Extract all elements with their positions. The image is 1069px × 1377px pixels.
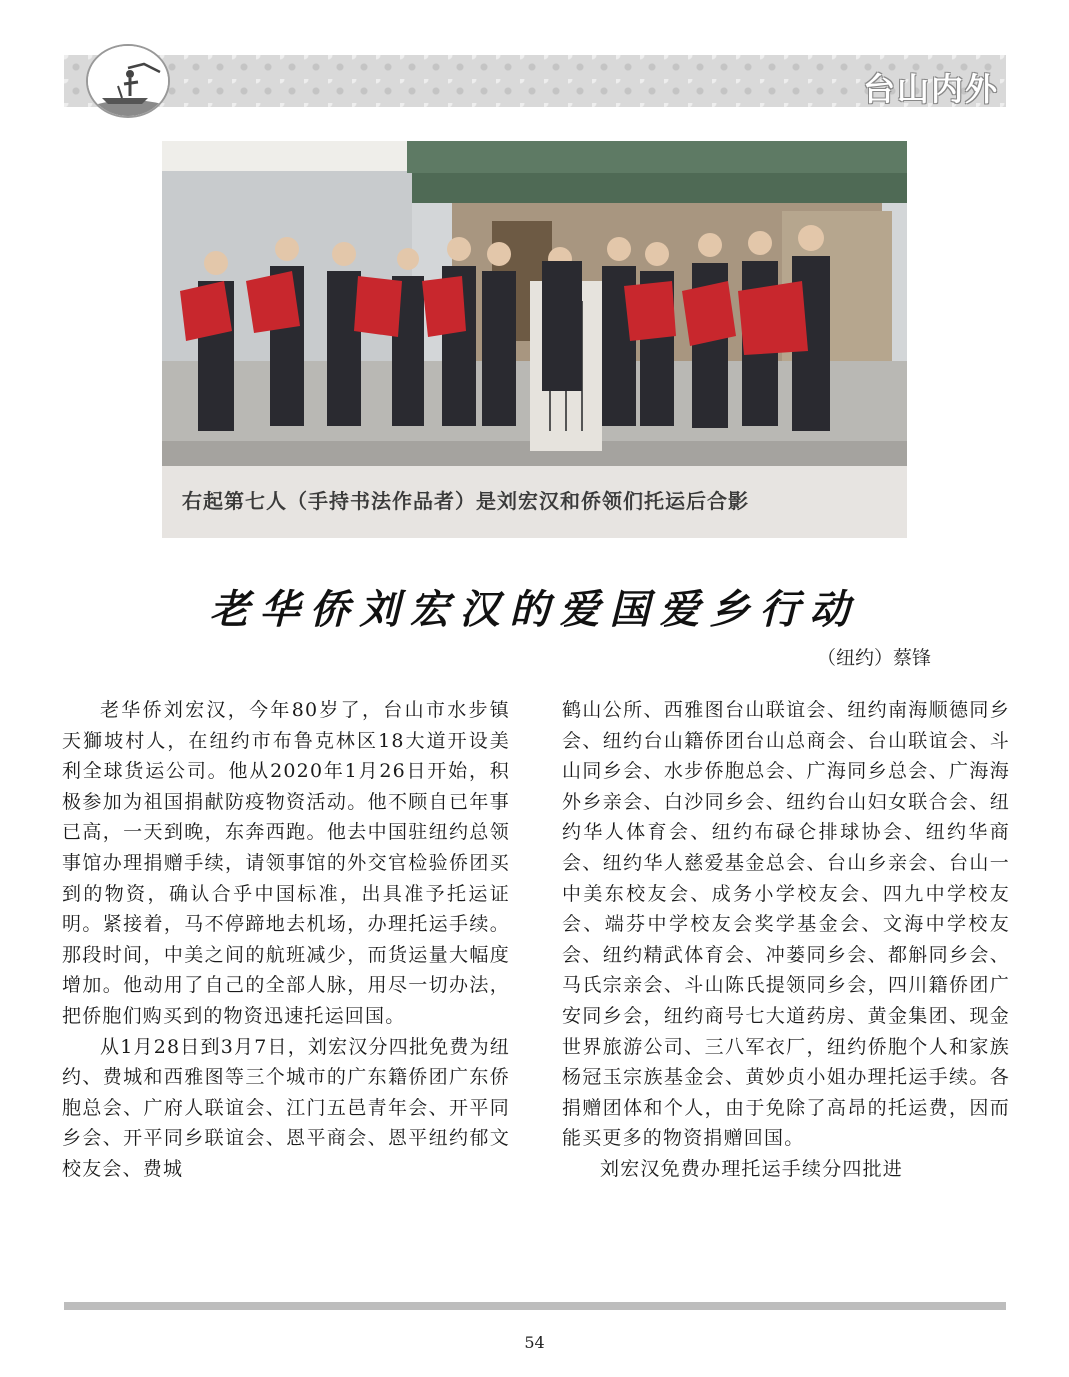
paragraph: 从1月28日到3月7日，刘宏汉分四批免费为纽约、费城和西雅图等三个城市的广东籍侨团广东侨胞总会、广府人联谊会、江门五邑青年会、开平同乡会、开平同乡联谊会、恩平商会、恩平纽约郁文校友会、费城	[62, 1035, 510, 1180]
page-number: 54	[524, 1333, 545, 1352]
paragraph: 刘宏汉免费办理托运手续分四批进	[600, 1157, 904, 1180]
group-photo	[162, 141, 907, 538]
paragraph: 老华侨刘宏汉，今年80岁了，台山市水步镇天獅坡村人，在纽约市布鲁克林区18大道开设美利全球货运公司。他从2020年1月26日开始，积极参加为祖国捐献防疫物资活动。他不顾自已年事已高，一天到晚，东奔西跑。他去中国驻纽约总领事馆办理捐赠手续，请领事馆的外交官检验侨团买到的物资，确认合乎中国标准，出具准予托运证明。紧接着，马不停蹄地去机场，办理托运手续。那段时间，中美之间的航班减少，而货运量大幅度增加。他动用了自己的全部人脉，用尽一切办法，把侨胞们购买到的物资迅速托运回国。	[62, 699, 510, 1027]
article-byline: （纽约）蔡锋	[816, 647, 931, 669]
section-title: 台山内外	[862, 70, 999, 108]
paragraph: 鹤山公所、西雅图台山联谊会、纽约南海顺德同乡会、纽约台山籍侨团台山总商会、台山联谊会、斗山同乡会、水步侨胞总会、广海同乡总会、广海海外乡亲会、白沙同乡会、纽约台山妇女联合会、纽约华人体育会、纽约布碌仑排球协会、纽约华商会、纽约华人慈爱基金总会、台山乡亲会、台山一中美东校友会、成务小学校友会、四九中学校友会、端芬中学校友会奖学基金会、文海中学校友会、纽约精武体育会、冲蒌同乡会、都斛同乡会、马氏宗亲会、斗山陈氏提领同乡会，四川籍侨团广安同乡会，纽约商号七大道药房、黄金集团、现金世界旅游公司、三八军衣厂，纽约侨胞个人和家族杨冠玉宗族基金会、黄妙贞小姐办理托运手续。各捐赠团体和个人，由于免除了高昂的托运费，因而能买更多的物资捐赠回国。	[562, 699, 1010, 1150]
article-title: 老华侨刘宏汉的爱国爱乡行动	[209, 586, 860, 633]
left-column	[62, 695, 510, 1185]
magazine-logo	[86, 44, 170, 118]
photo-caption: 右起第七人（手持书法作品者）是刘宏汉和侨领们托运后合影	[182, 489, 749, 513]
right-column	[562, 695, 1010, 1185]
footer-rule	[64, 1302, 1006, 1310]
